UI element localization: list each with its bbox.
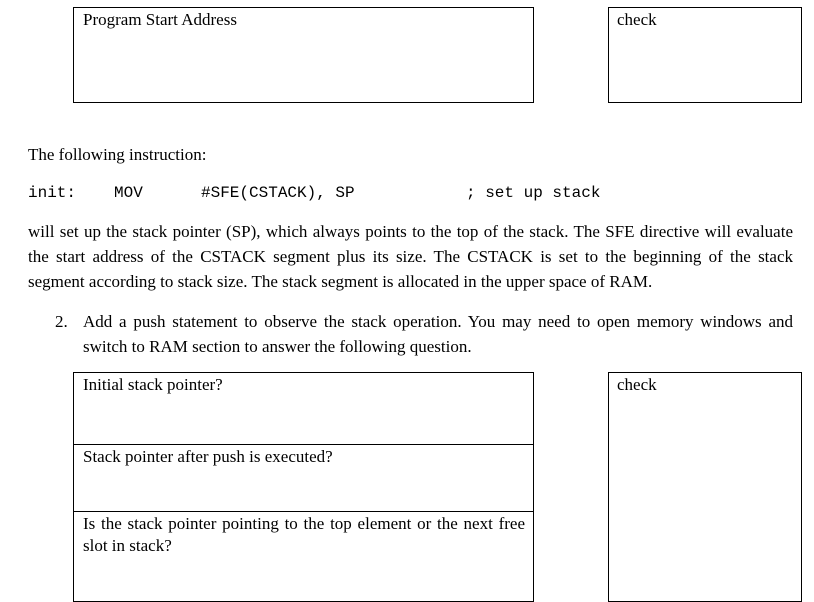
- question-top-or-next-slot: Is the stack pointer pointing to the top element or the next free slot in stack?: [83, 514, 525, 555]
- bottom-check-label: check: [617, 375, 657, 394]
- intro-text: The following instruction:: [28, 145, 207, 164]
- code-label: init:: [28, 184, 77, 202]
- program-start-address-label: Program Start Address: [83, 10, 237, 29]
- code-mnemonic: MOV: [114, 184, 143, 202]
- bottom-check-box[interactable]: [608, 372, 802, 602]
- top-check-label: check: [617, 10, 657, 29]
- question-initial-stack-pointer: Initial stack pointer?: [83, 375, 223, 394]
- question-divider-1: [73, 444, 534, 445]
- code-comment: ; set up stack: [466, 184, 601, 202]
- description-paragraph: will set up the stack pointer (SP), which always points to the top of the stack. The SFE directive will evaluate the start address of the CSTACK segment plus its size. The CSTACK is set to the beginning of the stack segment according to stack size. The stack segment is allocated in the upper space of RAM.: [28, 222, 793, 291]
- question-divider-2: [73, 511, 534, 512]
- question-stack-pointer-after-push: Stack pointer after push is executed?: [83, 447, 333, 466]
- code-operands: #SFE(CSTACK), SP: [201, 184, 355, 202]
- step-text: Add a push statement to observe the stack operation. You may need to open memory windows and switch to RAM section to answer the following question.: [83, 312, 793, 356]
- question-table: [73, 372, 534, 602]
- step-number: 2.: [55, 312, 68, 331]
